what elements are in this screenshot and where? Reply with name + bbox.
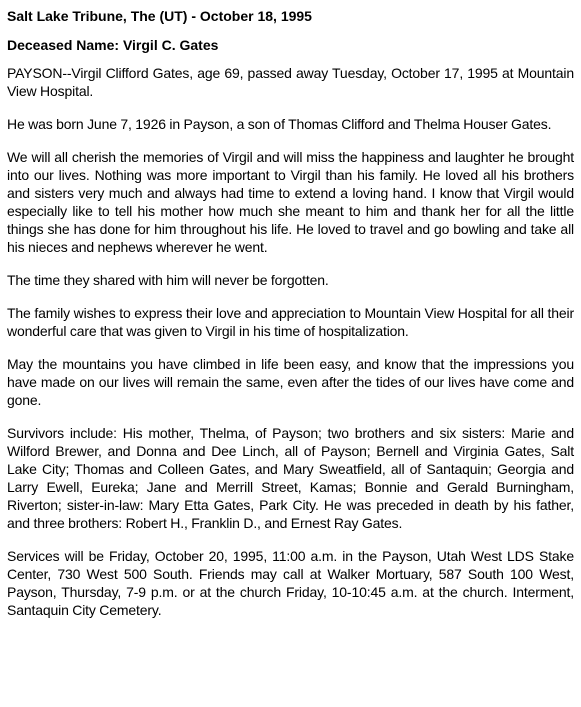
deceased-name-heading: Deceased Name: Virgil C. Gates: [7, 37, 219, 53]
obituary-paragraph-mountains: May the mountains you have climbed in life been easy, and know that the impressions you have made on our lives will remain the same, even after the tides of our lives have come and gone.: [7, 356, 574, 408]
obituary-paragraph-appreciation: The family wishes to express their love and appreciation to Mountain View Hospital for all their wonderful care that was given to Virgil in his time of hospitalization.: [7, 305, 574, 339]
obituary-paragraph-time-shared: The time they shared with him will never be forgotten.: [7, 272, 329, 288]
obituary-paragraph-memories: We will all cherish the memories of Virgil and will miss the happiness and laughter he brought into our lives. Nothing was more important to Virgil than his family. He loved all his brothers and sisters very much and always had time to extend a loving hand. I know that Virgil would especially like to tell his mother how much she meant to him and thank her for all the little things she has done for him throughout his life. He loved to travel and go bowling and take all his nieces and nephews wherever he went.: [7, 149, 574, 255]
obituary-paragraph-death-notice: PAYSON--Virgil Clifford Gates, age 69, passed away Tuesday, October 17, 1995 at Mountain View Hospital.: [7, 65, 574, 99]
newspaper-source-heading: Salt Lake Tribune, The (UT) - October 18, 1995: [7, 8, 312, 24]
obituary-paragraph-birth: He was born June 7, 1926 in Payson, a son of Thomas Clifford and Thelma Houser Gates.: [7, 116, 552, 132]
obituary-paragraph-survivors: Survivors include: His mother, Thelma, of Payson; two brothers and six sisters: Marie and Wilford Brewer, and Donna and Dee Linch, all of Payson; Bernell and Virginia Gates, Salt Lake City; Thomas and Colleen Gates, and Mary Sweatfield, all of Santaquin; Georgia and Larry Ewell, Eureka; Jane and Merrill Street, Kamas; Bonnie and Gerald Burningham, Riverton; sister-in-law: Mary Etta Gates, Park City. He was preceded in death by his father, and three brothers: Robert H., Franklin D., and Ernest Ray Gates.: [7, 425, 574, 531]
obituary-paragraph-services: Services will be Friday, October 20, 1995, 11:00 a.m. in the Payson, Utah West LDS Stake Center, 730 West 500 South. Friends may call at Walker Mortuary, 587 South 100 West, Payson, Thursday, 7-9 p.m. or at the church Friday, 10-10:45 a.m. at the church. Interment, Santaquin City Cemetery.: [7, 548, 574, 618]
obituary-body: [7, 64, 574, 619]
